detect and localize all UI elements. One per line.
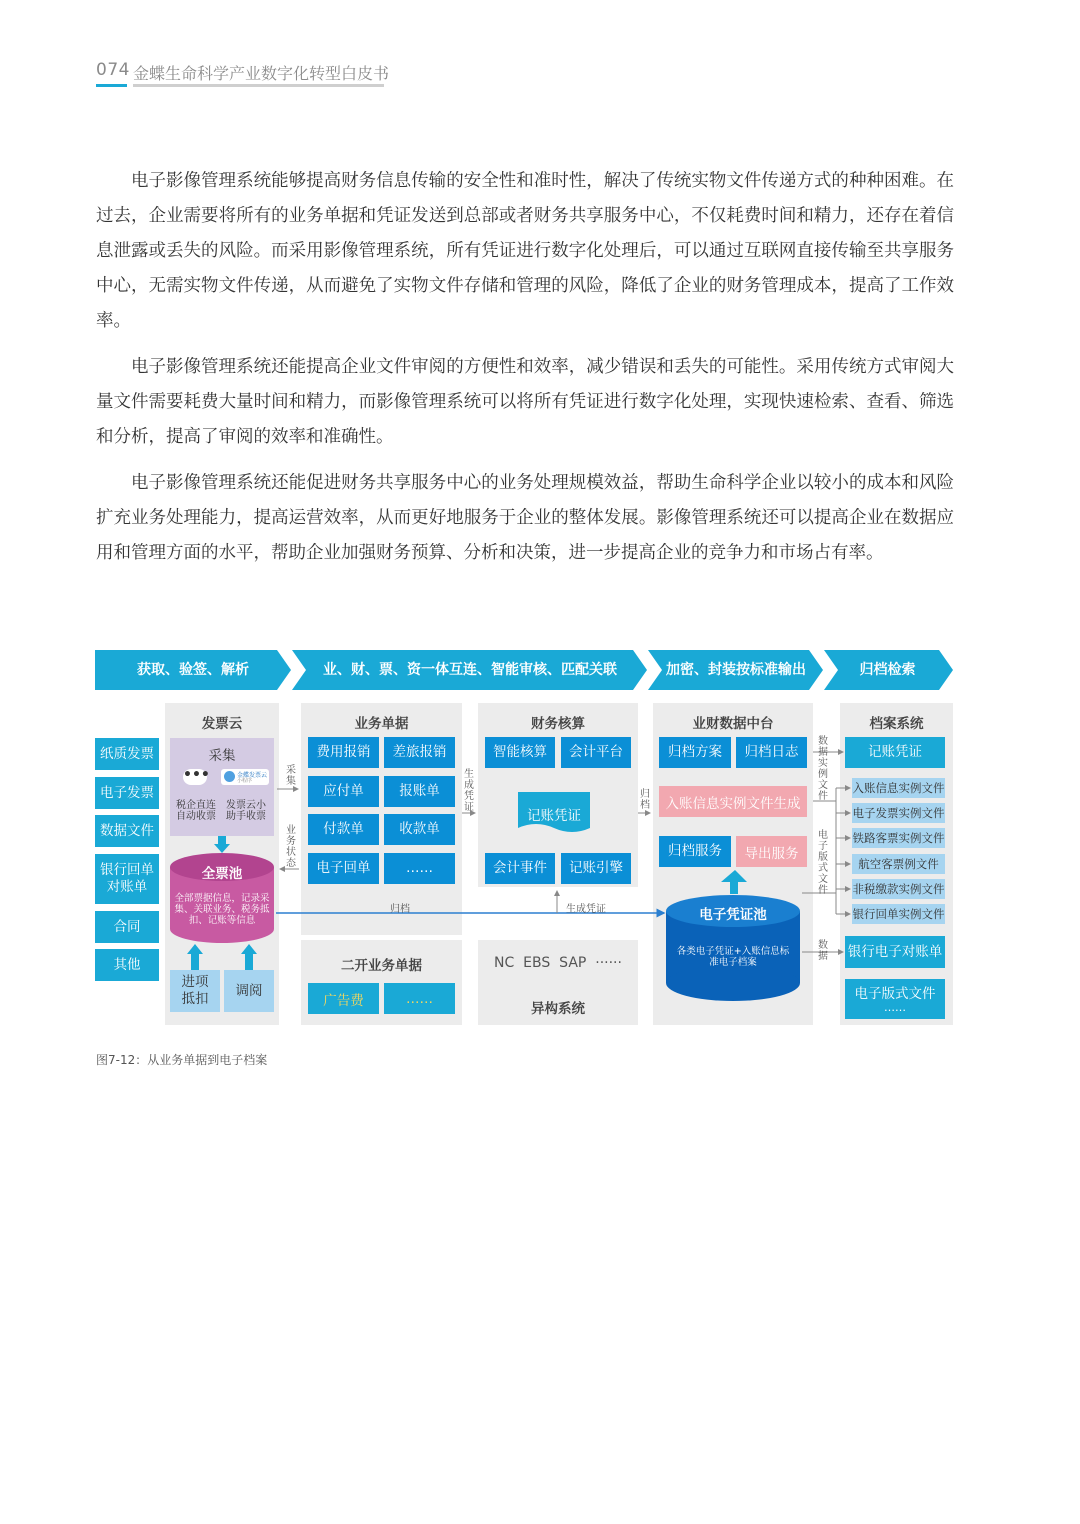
source-other: 其他 bbox=[95, 949, 159, 981]
accounting-platform: 会计平台 bbox=[561, 737, 631, 768]
secondary-docs-title: 二开业务单据 bbox=[341, 958, 422, 974]
tax-connect-icon: ••• bbox=[183, 767, 210, 783]
source-paper-invoice: 纸质发票 bbox=[95, 738, 159, 770]
file-rail-ticket: 铁路客票实例文件 bbox=[852, 828, 945, 848]
layout-file-more: …… bbox=[884, 1000, 906, 1014]
finance-voucher: 记账凭证 bbox=[527, 808, 581, 824]
doc-payment: 付款单 bbox=[308, 814, 379, 845]
doc-expense: 费用报销 bbox=[308, 737, 379, 768]
label-archive-v: 归档 bbox=[640, 789, 650, 811]
archive-voucher: 记账凭证 bbox=[845, 737, 945, 768]
source-data-file: 数据文件 bbox=[95, 815, 159, 847]
label-archive-h: 归档 bbox=[390, 904, 410, 915]
source-contract: 合同 bbox=[95, 911, 159, 943]
e-voucher-pool-desc: 各类电子凭证+入账信息标准电子档案 bbox=[676, 946, 790, 968]
archive-plan: 归档方案 bbox=[659, 737, 731, 768]
accounting-event: 会计事件 bbox=[485, 853, 555, 884]
accounting-engine: 记账引擎 bbox=[561, 853, 631, 884]
full-invoice-pool-desc: 全部票据信息，记录采集、关联业务、税务抵扣、记账等信息 bbox=[174, 893, 270, 926]
paragraph-2: 电子影像管理系统还能提高企业文件审阅的方便性和效率，减少错误和丢失的可能性。采用传统方式审阅大量文件需要耗费大量时间和精力，而影像管理系统可以将所有凭证进行数字化处理，实现快速检索、查看、筛选和分析，提高了审阅的效率和准确性。 bbox=[96, 357, 954, 447]
app-subtitle: 小程序 bbox=[237, 778, 253, 784]
invoice-cloud-title: 发票云 bbox=[201, 716, 243, 732]
collect-title: 采集 bbox=[208, 748, 236, 764]
label-collect: 采集 bbox=[286, 765, 296, 787]
file-e-invoice: 电子发票实例文件 bbox=[852, 803, 945, 823]
secondary-more: …… bbox=[384, 983, 455, 1014]
paragraph-1: 电子影像管理系统能够提高财务信息传输的安全性和准时性，解决了传统实物文件传递方式的种种困难。在过去，企业需要将所有的业务单据和凭证发送到总部或者财务共享服务中心，不仅耗费时间和精力，还存在着信息泄露或丢失的风险。而采用影像管理系统，所有凭证进行数字化处理后，可以通过互联网直接传输至共享服务中心，无需实物文件传递，从而避免了实物文件存储和管理的风险，降低了企业的财务管理成本，提高了工作效率。 bbox=[96, 171, 954, 331]
hetero-title: 异构系统 bbox=[531, 1001, 585, 1017]
file-air-ticket: 航空客票例文件 bbox=[852, 854, 945, 874]
retrieve-box: 调阅 bbox=[224, 970, 274, 1012]
stage-3: 加密、封装按标准输出 bbox=[666, 662, 806, 678]
archive-title: 档案系统 bbox=[869, 716, 924, 732]
doc-travel: 差旅报销 bbox=[384, 737, 455, 768]
stage-2: 业、财、票、资一体互连、智能审核、匹配关联 bbox=[323, 662, 617, 678]
source-bank-statement: 银行回单对账单 bbox=[95, 854, 159, 904]
page-number: 074 bbox=[96, 60, 130, 80]
app-name: 金蝶发票云 bbox=[237, 772, 268, 779]
bank-e-statement: 银行电子对账单 bbox=[845, 936, 945, 968]
input-deduction-box: 进项抵扣 bbox=[170, 970, 220, 1012]
assistant-receive-caption: 发票云小助手收票 bbox=[226, 800, 266, 822]
source-e-invoice: 电子发票 bbox=[95, 777, 159, 809]
label-data-instance: 数据实例文件 bbox=[818, 736, 828, 802]
file-non-tax: 非税缴款实例文件 bbox=[852, 879, 945, 899]
auto-receive-caption: 税企直连自动收票 bbox=[176, 800, 216, 822]
archive-log: 归档日志 bbox=[736, 737, 807, 768]
file-bank-receipt: 银行回单实例文件 bbox=[852, 904, 945, 924]
stage-4: 归档检索 bbox=[859, 662, 916, 678]
doc-advertising: 广告费 bbox=[308, 983, 379, 1014]
finance-title: 财务核算 bbox=[531, 716, 585, 732]
instance-file-generation: 入账信息实例文件生成 bbox=[659, 786, 807, 817]
doc-more: …… bbox=[384, 853, 455, 884]
doc-payable: 应付单 bbox=[308, 776, 379, 807]
document-title: 金蝶生命科学产业数字化转型白皮书 bbox=[133, 64, 390, 83]
archive-service: 归档服务 bbox=[659, 836, 731, 867]
export-service: 导出服务 bbox=[736, 836, 807, 867]
full-invoice-pool-title: 全票池 bbox=[201, 866, 243, 882]
smart-accounting: 智能核算 bbox=[485, 737, 555, 768]
doc-receipt: 收款单 bbox=[384, 814, 455, 845]
label-biz-status: 业务状态 bbox=[286, 825, 296, 869]
file-entry-info: 入账信息实例文件 bbox=[852, 778, 945, 798]
business-docs-title: 业务单据 bbox=[354, 716, 409, 732]
doc-claim: 报账单 bbox=[384, 776, 455, 807]
layout-file-label: 电子版式文件 bbox=[854, 985, 936, 1002]
stage-1: 获取、验签、解析 bbox=[137, 662, 249, 678]
datacenter-title: 业财数据中台 bbox=[692, 716, 774, 732]
label-data: 数据 bbox=[818, 940, 828, 962]
label-layout-file: 电子版式文件 bbox=[818, 830, 828, 896]
hetero-systems: NC EBS SAP ······ bbox=[494, 955, 622, 971]
figure-caption: 图7-12：从业务单据到电子档案 bbox=[96, 1053, 268, 1067]
label-gen-voucher-v: 生成凭证 bbox=[464, 769, 474, 813]
doc-e-receipt: 电子回单 bbox=[308, 853, 379, 884]
label-gen-voucher-h: 生成凭证 bbox=[566, 904, 606, 915]
paragraph-3: 电子影像管理系统还能促进财务共享服务中心的业务处理规模效益，帮助生命科学企业以较小的成本和风险扩充业务处理能力，提高运营效率，从而更好地服务于企业的整体发展。影像管理系统还可以提高企业在数据应用和管理方面的水平，帮助企业加强财务预算、分析和决策，进一步提高企业的竞争力和市场占有率。 bbox=[96, 473, 954, 563]
e-voucher-pool-title: 电子凭证池 bbox=[699, 907, 767, 923]
